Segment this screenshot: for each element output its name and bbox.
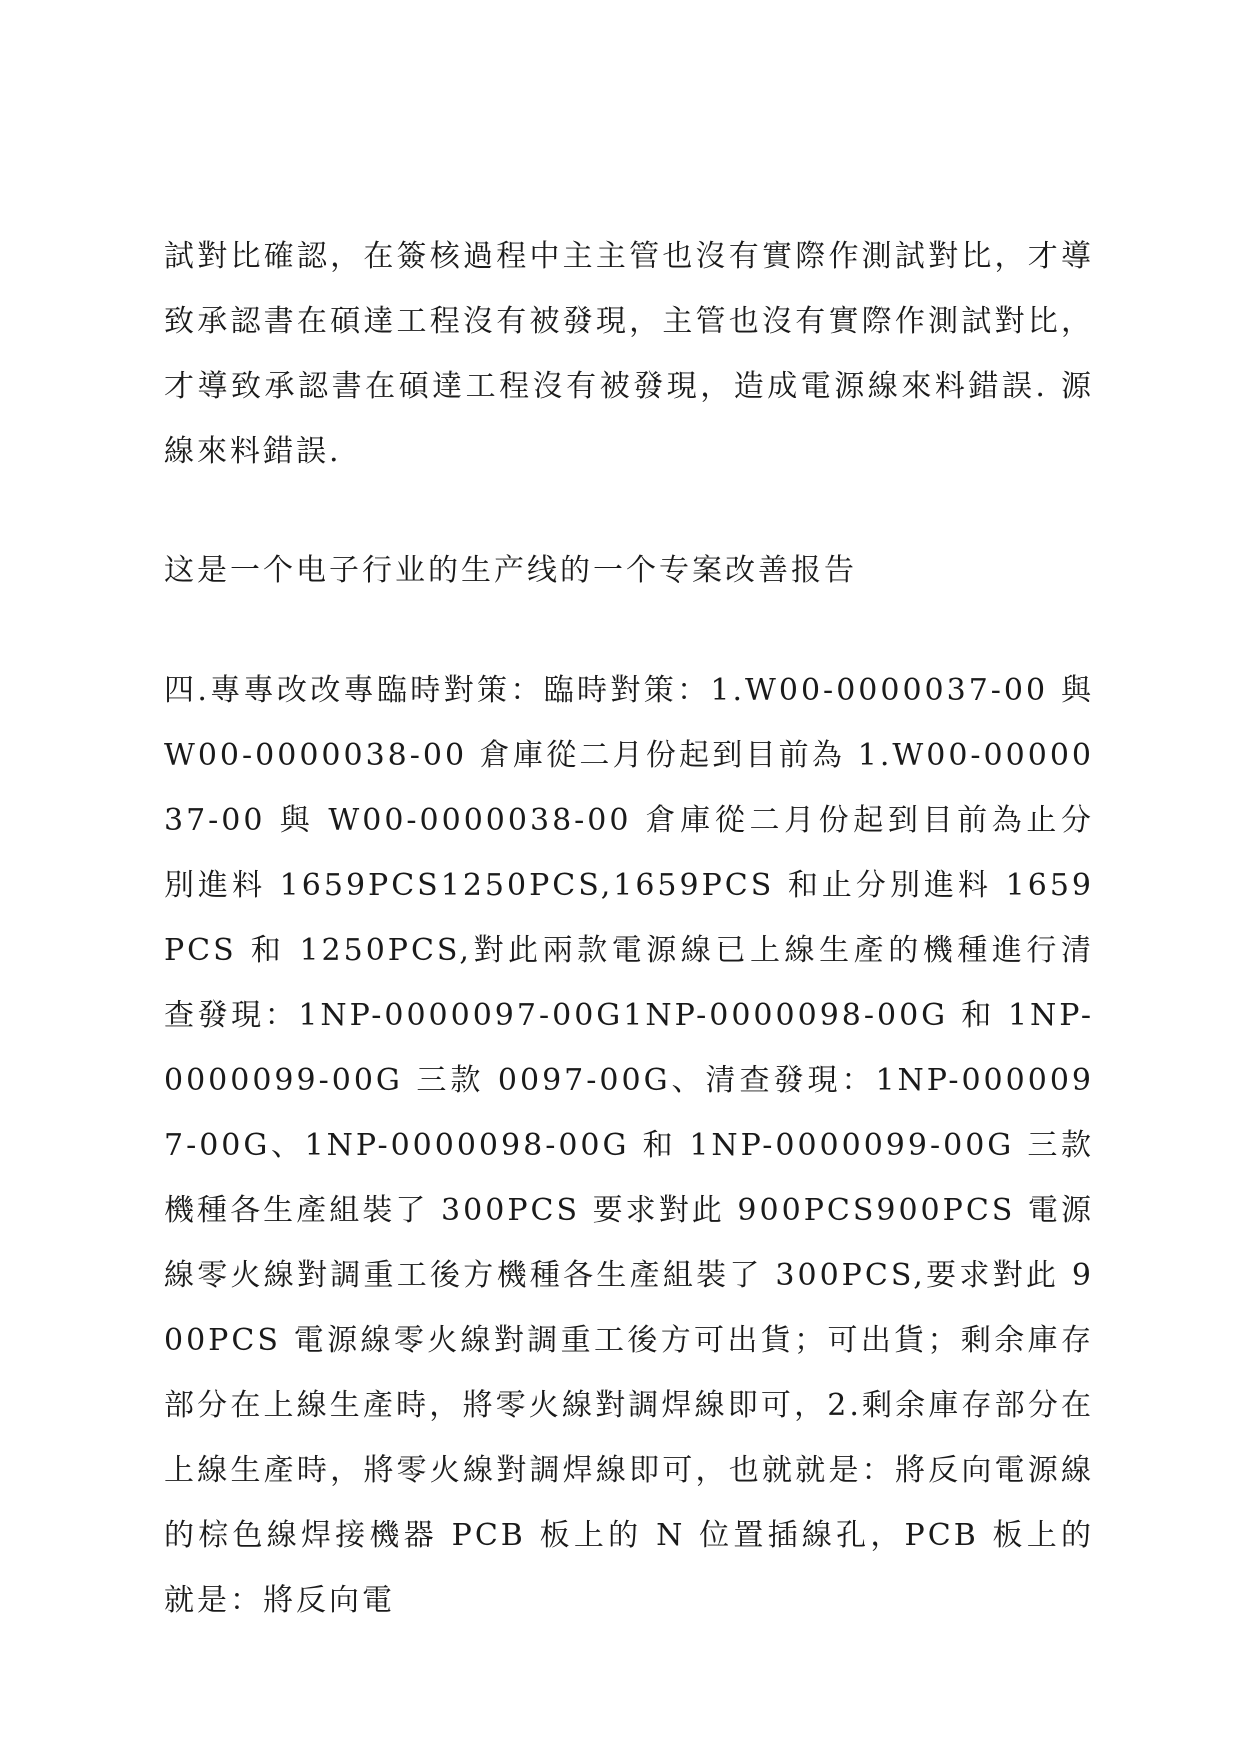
paragraph-report-description: 这是一个电子行业的生产线的一个专案改善报告 bbox=[164, 553, 857, 588]
document-page bbox=[164, 224, 1094, 1633]
paragraph-temporary-countermeasures: 四.專專改改專臨時對策：臨時對策：1.W00-0000037-00 與 W00-0000038-00 倉庫從二月份起到目前為 1.W00-0000037-00 與 W00-0000038-00 倉庫從二月份起到目前為止分別進料 1659PCS1250PCS,1659PCS 和止分別進料 1659PCS 和 1250PCS,對此兩款電源線已上線生產的機種進行清查發現：1NP-0000097-00G1NP-0000098-00G 和 1NP-0000099-00G 三款 0097-00G、清查發現：1NP-0000097-00G、1NP-0000098-00G 和 1NP-0000099-00G 三款機種各生產組裝了 300PCS 要求對此 900PCS900PCS 電源線零火線對調重工後方機種各生產組裝了 300PCS,要求對此 900PCS 電源線零火線對調重工後方可出貨；可出貨；剩余庫存部分在上線生產時，將零火線對調焊線即可，2.剩余庫存部分在上線生產時，將零火線對調焊線即可，也就就是：將反向電源線的棕色線焊接機器 PCB 板上的 N 位置插線孔，PCB 板上的就是：將反向電 bbox=[164, 673, 1094, 1618]
paragraph-root-cause: 試對比確認，在簽核過程中主主管也沒有實際作測試對比，才導致承認書在碩達工程沒有被發現，主管也沒有實際作測試對比，才導致承認書在碩達工程沒有被發現，造成電源線來料錯誤. 源線來料錯誤. bbox=[164, 239, 1094, 469]
